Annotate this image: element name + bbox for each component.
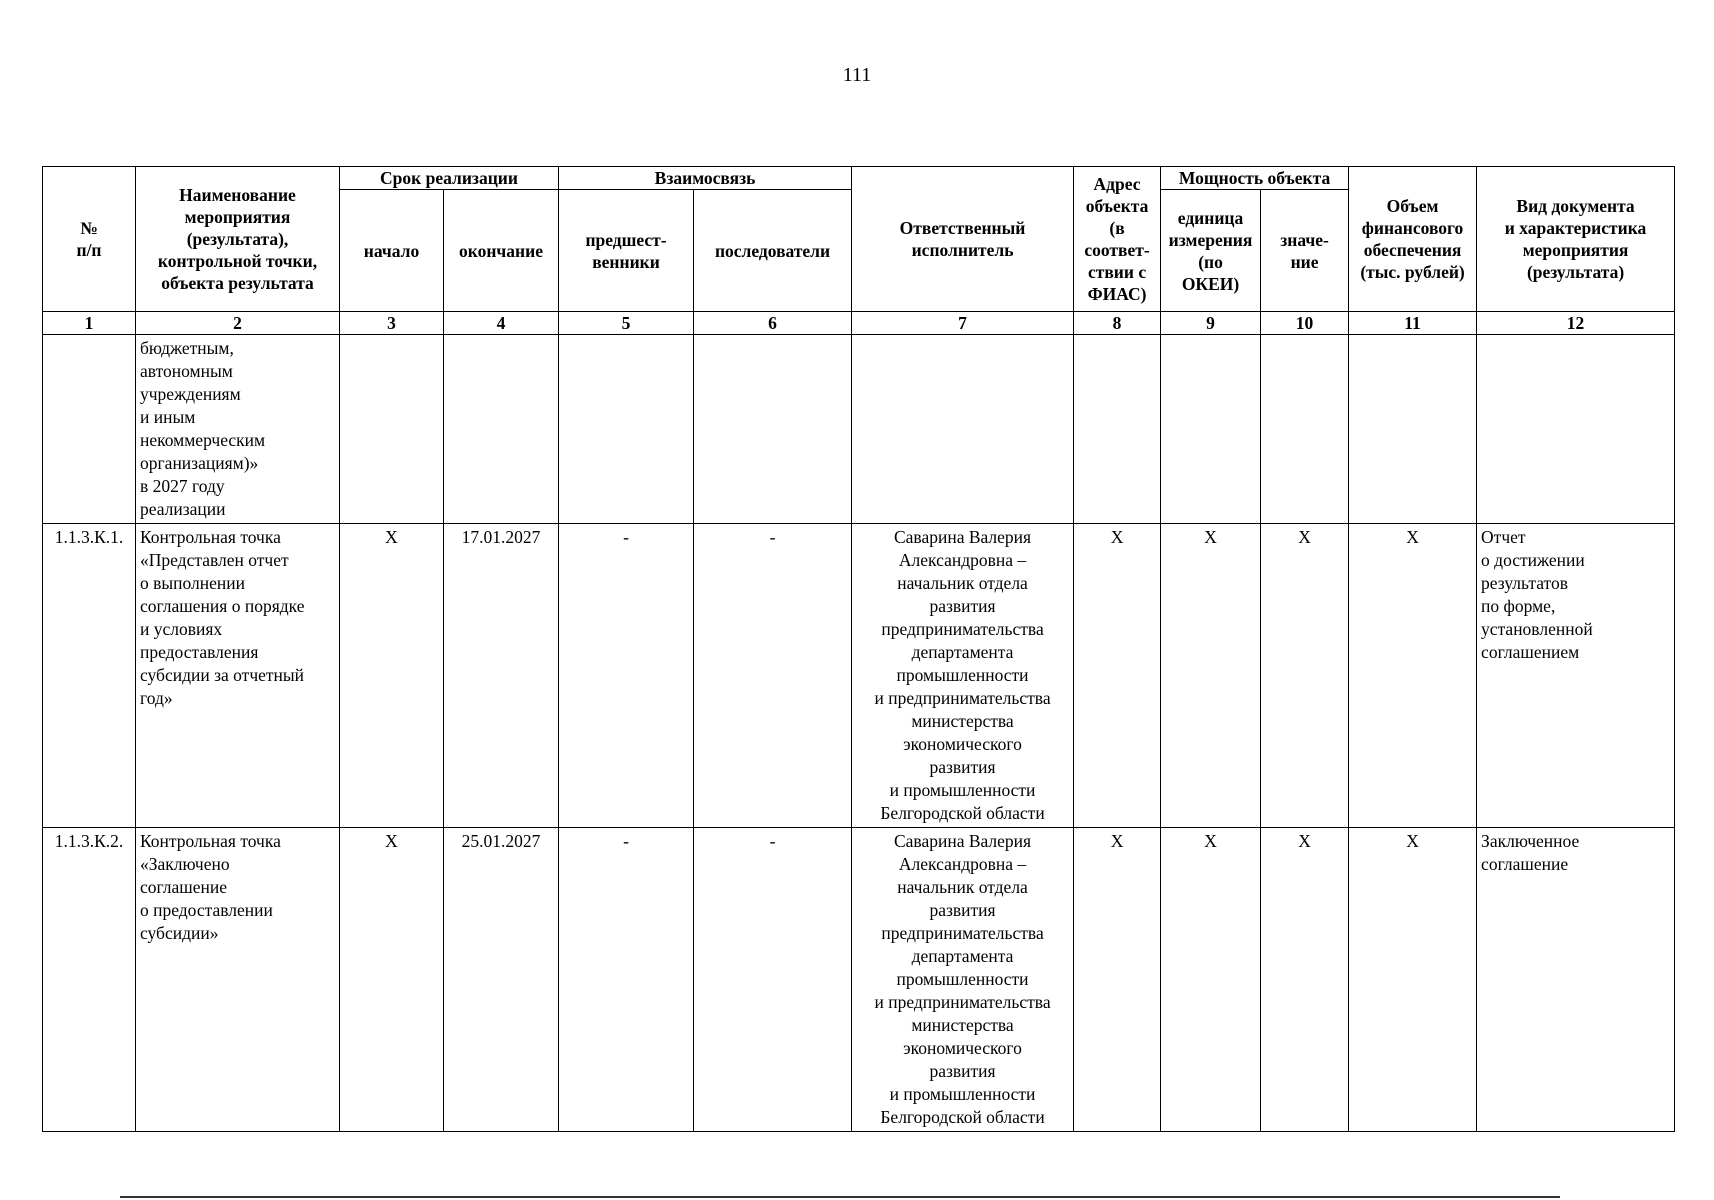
text-line: объекта результата [161,273,314,293]
header-link-group: Взаимосвязь [559,167,852,190]
text-line: № [80,218,98,238]
table-body [43,335,1675,1132]
text-line: промышленности [896,969,1029,989]
column-number-6: 6 [694,312,852,335]
header-address [1074,167,1161,312]
column-number-12: 12 [1477,312,1675,335]
header-finance [1349,167,1477,312]
column-numbers-row [43,312,1675,335]
column-number-5: 5 [559,312,694,335]
cell-finance: Х [1349,828,1477,1132]
text-line: и предпринимательства [874,992,1051,1012]
cell-address: Х [1074,828,1161,1132]
text-line: измерения [1168,229,1253,250]
text-line: субсидии за отчетный [140,665,305,685]
column-number-11: 11 [1349,312,1477,335]
text-line: объекта [1085,196,1149,216]
text-line: Контрольная точка [140,527,281,547]
text-line: промышленности [896,665,1029,685]
text-line: Белгородской области [880,1107,1045,1127]
cell-responsible [852,524,1074,828]
text-line: (тыс. рублей) [1360,262,1465,282]
cell-next [694,335,852,524]
text-line: и иным [140,407,196,427]
text-line: предпринимательства [881,923,1044,943]
column-number-10: 10 [1261,312,1349,335]
cell-value [1261,335,1349,524]
header-doc-type [1477,167,1675,312]
text-line: Вид документа [1516,196,1635,216]
text-line: предоставления [140,642,259,662]
text-line: соглашения о порядке [140,596,305,616]
text-line: единица [1177,207,1244,228]
text-line: венники [592,251,660,272]
text-line: начальник отдела [897,877,1028,897]
cell-num [43,335,136,524]
text-line: (по [1198,251,1223,272]
cell-prev: - [559,828,694,1132]
header-row-1 [43,167,1675,190]
text-line: (результата), [186,229,289,249]
text-line: начальник отдела [897,573,1028,593]
cell-name [136,524,340,828]
text-line: развития [929,757,996,777]
header-link-prev [559,190,694,312]
cell-name [136,828,340,1132]
text-line: министерства [911,711,1014,731]
text-line: Адрес [1093,174,1141,194]
text-line: значе- [1280,229,1329,250]
cell-name [136,335,340,524]
text-line: (в [1109,218,1125,238]
page-number: 111 [842,64,872,86]
text-line: Александровна – [898,550,1027,570]
header-name [136,167,340,312]
cell-address [1074,335,1161,524]
text-line: исполнитель [911,240,1014,260]
bottom-rule [120,1196,1560,1198]
table-row [43,335,1675,524]
cell-doc [1477,335,1675,524]
cell-end [444,335,559,524]
cell-end: 17.01.2027 [444,524,559,828]
cell-unit [1161,335,1261,524]
text-line: ФИАС) [1087,284,1147,304]
text-line: развития [929,596,996,616]
text-line: Александровна – [898,854,1027,874]
text-line: предшест- [585,229,667,250]
text-line: учреждениям [140,384,241,404]
column-number-9: 9 [1161,312,1261,335]
cell-num: 1.1.3.К.2. [43,828,136,1132]
cell-doc [1477,524,1675,828]
text-line: год» [140,688,173,708]
text-line: организациям)» [140,453,259,473]
cell-finance: Х [1349,524,1477,828]
cell-start [340,335,444,524]
text-line: министерства [911,1015,1014,1035]
column-number-8: 8 [1074,312,1161,335]
column-number-2: 2 [136,312,340,335]
cell-value: Х [1261,524,1349,828]
text-line: автономным [140,361,233,381]
header-capacity-value [1261,190,1349,312]
text-line: бюджетным, [140,338,234,358]
text-line: и промышленности [889,780,1036,800]
cell-finance [1349,335,1477,524]
header-link-next: последователи [694,190,852,312]
text-line: о достижении [1481,550,1585,570]
cell-prev [559,335,694,524]
header-capacity-group: Мощность объекта [1161,167,1349,190]
text-line: развития [929,900,996,920]
text-line: соответ- [1084,240,1150,260]
cell-prev: - [559,524,694,828]
column-number-3: 3 [340,312,444,335]
text-line: по форме, [1481,596,1556,616]
text-line: обеспечения [1363,240,1462,260]
cell-responsible [852,335,1074,524]
text-line: установленной [1481,619,1593,639]
header-term-group: Срок реализации [340,167,559,190]
header-term-start: начало [340,190,444,312]
column-number-4: 4 [444,312,559,335]
text-line: Саварина Валерия [893,527,1032,547]
cell-doc [1477,828,1675,1132]
text-line: результатов [1481,573,1568,593]
text-line: Заключенное [1481,831,1580,851]
text-line: соглашением [1481,642,1580,662]
table-row [43,828,1675,1132]
text-line: Контрольная точка [140,831,281,851]
text-line: о предоставлении [140,900,273,920]
text-line: ствии с [1087,262,1147,282]
text-line: о выполнении [140,573,245,593]
text-line: экономического [903,1038,1022,1058]
cell-address: Х [1074,524,1161,828]
cell-num: 1.1.3.К.1. [43,524,136,828]
header-responsible [852,167,1074,312]
text-line: департамента [911,642,1014,662]
text-line: экономического [903,734,1022,754]
text-line: некоммерческим [140,430,266,450]
text-line: предпринимательства [881,619,1044,639]
cell-value: Х [1261,828,1349,1132]
text-line: п/п [76,240,102,260]
text-line: и промышленности [889,1084,1036,1104]
cell-unit: Х [1161,524,1261,828]
plan-table [42,166,1675,1132]
cell-responsible [852,828,1074,1132]
text-line: ние [1290,251,1319,272]
cell-start: Х [340,524,444,828]
cell-next: - [694,524,852,828]
text-line: Отчет [1481,527,1526,547]
text-line: «Представлен отчет [140,550,289,570]
text-line: ОКЕИ) [1181,273,1240,294]
text-line: финансового [1361,218,1464,238]
text-line: контрольной точки, [157,251,318,271]
text-line: мероприятия [1522,240,1629,260]
text-line: соглашение [1481,854,1569,874]
text-line: Объем [1386,196,1439,216]
text-line: Ответственный [899,218,1026,238]
table-row [43,524,1675,828]
text-line: Саварина Валерия [893,831,1032,851]
text-line: Наименование [179,185,296,205]
text-line: и характеристика [1504,218,1647,238]
text-line: развития [929,1061,996,1081]
header-term-end: окончание [444,190,559,312]
cell-next: - [694,828,852,1132]
text-line: и предпринимательства [874,688,1051,708]
text-line: Белгородской области [880,803,1045,823]
text-line: и условиях [140,619,223,639]
text-line: реализации [140,499,226,519]
header-num [43,167,136,312]
text-line: департамента [911,946,1014,966]
column-number-7: 7 [852,312,1074,335]
header-capacity-unit [1161,190,1261,312]
text-line: мероприятия [184,207,291,227]
text-line: (результата) [1526,262,1625,282]
cell-end: 25.01.2027 [444,828,559,1132]
column-number-1: 1 [43,312,136,335]
cell-unit: Х [1161,828,1261,1132]
text-line: в 2027 году [140,476,225,496]
text-line: «Заключено [140,854,230,874]
cell-start: Х [340,828,444,1132]
text-line: субсидии» [140,923,219,943]
text-line: соглашение [140,877,228,897]
